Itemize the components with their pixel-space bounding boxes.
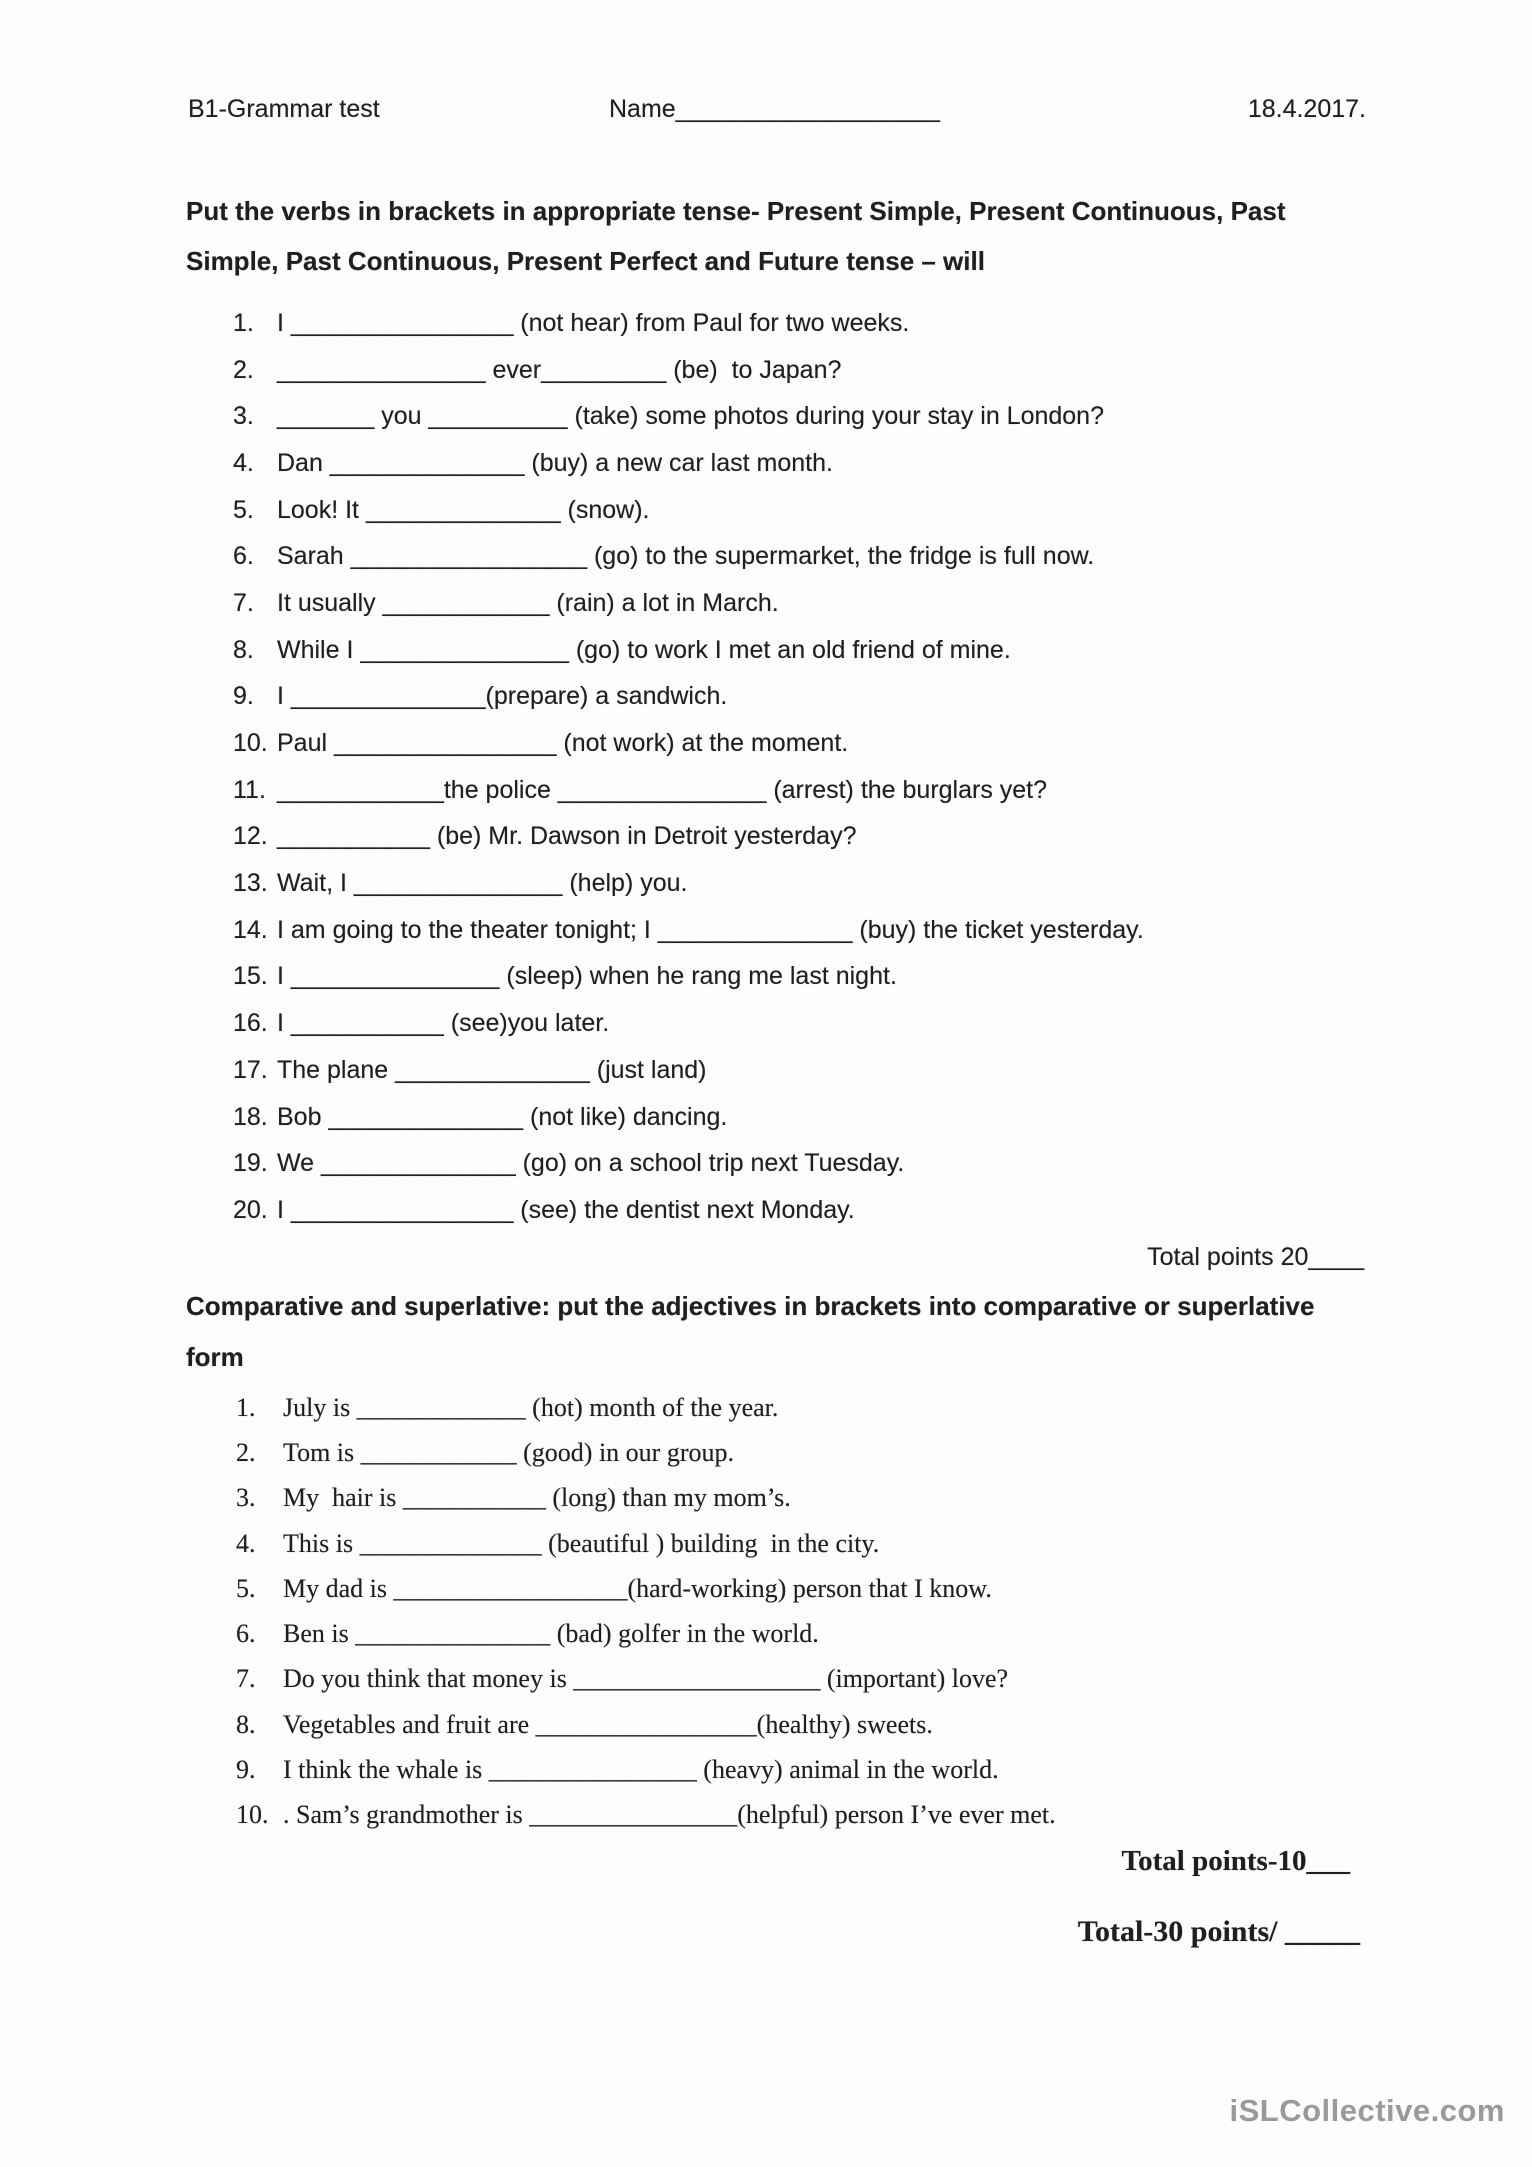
item-row: [233, 393, 1144, 440]
item-number: 18.: [233, 1102, 268, 1131]
item-number: 6.: [236, 1619, 256, 1649]
item-number: 8.: [233, 635, 254, 664]
item-row: [236, 1657, 1056, 1702]
item-text: It usually ____________ (rain) a lot in March.: [277, 588, 779, 617]
item-text: I think the whale is ________________ (heavy) animal in the world.: [283, 1755, 999, 1785]
item-text: My hair is ___________ (long) than my mom’s.: [283, 1483, 791, 1513]
item-number: 4.: [233, 448, 254, 477]
item-number: 4.: [236, 1528, 256, 1558]
item-number: 9.: [233, 682, 254, 711]
item-text: Look! It ______________ (snow).: [277, 495, 650, 524]
item-row: [233, 347, 1144, 394]
item-text: ____________the police _______________ (arrest) the burglars yet?: [277, 775, 1048, 804]
item-number: 15.: [233, 962, 268, 991]
item-row: [233, 1187, 1144, 1234]
item-number: 3.: [236, 1483, 256, 1513]
item-row: [236, 1611, 1056, 1656]
item-text: The plane ______________ (just land): [277, 1055, 707, 1084]
item-number: 10.: [236, 1800, 269, 1830]
item-text: Ben is _______________ (bad) golfer in the world.: [283, 1619, 819, 1649]
item-row: [236, 1430, 1056, 1475]
item-text: I ______________(prepare) a sandwich.: [277, 682, 728, 711]
item-row: [233, 1000, 1144, 1047]
item-row: [233, 1140, 1144, 1187]
item-row: [233, 580, 1144, 627]
item-row: [233, 1047, 1144, 1094]
item-row: [233, 720, 1144, 767]
item-text: Do you think that money is ___________________ (important) love?: [283, 1664, 1009, 1694]
item-text: My dad is __________________(hard-working) person that I know.: [283, 1573, 992, 1603]
item-row: [233, 440, 1144, 487]
item-text: I ___________ (see)you later.: [277, 1009, 610, 1038]
item-number: 16.: [233, 1009, 268, 1038]
item-text: ___________ (be) Mr. Dawson in Detroit yesterday?: [277, 822, 857, 851]
item-number: 1.: [233, 308, 254, 337]
item-number: 9.: [236, 1755, 256, 1785]
item-row: [233, 814, 1144, 861]
item-number: 2.: [236, 1437, 256, 1467]
item-number: 7.: [236, 1664, 256, 1694]
section1-instruction-line2: Simple, Past Continuous, Present Perfect and Future tense – will: [186, 246, 985, 276]
test-title: B1-Grammar test: [188, 95, 380, 123]
section2-total-points: Total points-10___: [1121, 1845, 1350, 1877]
item-text: Paul ________________ (not work) at the moment.: [277, 729, 849, 758]
test-date: 18.4.2017.: [1247, 95, 1366, 123]
name-field: Name___________________: [609, 95, 940, 123]
item-text: We ______________ (go) on a school trip next Tuesday.: [277, 1149, 905, 1178]
item-number: 2.: [233, 355, 254, 384]
item-number: 20.: [233, 1195, 268, 1224]
item-text: _______________ ever_________ (be) to Japan?: [277, 355, 842, 384]
item-text: I ________________ (not hear) from Paul for two weeks.: [277, 308, 910, 337]
item-row: [236, 1747, 1056, 1792]
item-text: Vegetables and fruit are _________________(healthy) sweets.: [283, 1709, 933, 1739]
item-row: [233, 954, 1144, 1001]
item-number: 8.: [236, 1709, 256, 1739]
item-row: [236, 1793, 1056, 1838]
item-row: [233, 767, 1144, 814]
section2-instruction-line2: form: [186, 1342, 244, 1372]
item-text: Dan ______________ (buy) a new car last month.: [277, 448, 833, 477]
item-number: 14.: [233, 915, 268, 944]
item-row: [236, 1385, 1056, 1430]
item-row: [233, 487, 1144, 534]
item-row: [233, 860, 1144, 907]
section2-instruction-line1: Comparative and superlative: put the adjectives in brackets into comparative or superlative: [186, 1291, 1315, 1321]
item-text: Tom is ____________ (good) in our group.: [283, 1437, 734, 1467]
grand-total-points: Total-30 points/ _____: [1077, 1915, 1360, 1948]
comparative-superlative-exercise-list: [236, 1385, 1056, 1838]
item-text: While I _______________ (go) to work I met an old friend of mine.: [277, 635, 1011, 664]
section1-instruction: [186, 186, 1396, 286]
item-number: 5.: [236, 1573, 256, 1603]
item-row: [233, 674, 1144, 721]
item-text: I am going to the theater tonight; I ______________ (buy) the ticket yesterday.: [277, 915, 1144, 944]
item-row: [236, 1702, 1056, 1747]
item-text: I ________________ (see) the dentist next Monday.: [277, 1195, 855, 1224]
item-number: 11.: [233, 775, 266, 804]
item-number: 7.: [233, 588, 254, 617]
item-number: 6.: [233, 542, 254, 571]
item-text: . Sam’s grandmother is ________________(helpful) person I’ve ever met.: [283, 1800, 1056, 1830]
item-number: 12.: [233, 822, 268, 851]
item-text: Wait, I _______________ (help) you.: [277, 869, 688, 898]
item-text: This is ______________ (beautiful ) building in the city.: [283, 1528, 880, 1558]
item-row: [233, 300, 1144, 347]
section1-total-points: Total points 20____: [1147, 1243, 1364, 1271]
islcollective-watermark: iSLCollective.com: [1229, 2093, 1505, 2128]
verb-tense-exercise-list: [233, 300, 1144, 1234]
item-number: 19.: [233, 1149, 268, 1178]
item-row: [236, 1566, 1056, 1611]
item-text: July is _____________ (hot) month of the year.: [283, 1392, 779, 1422]
item-number: 13.: [233, 869, 268, 898]
item-text: _______ you __________ (take) some photos during your stay in London?: [277, 402, 1104, 431]
item-row: [233, 627, 1144, 674]
item-row: [233, 533, 1144, 580]
item-text: I _______________ (sleep) when he rang me last night.: [277, 962, 897, 991]
item-row: [233, 1094, 1144, 1141]
item-row: [233, 907, 1144, 954]
section2-instruction: [186, 1281, 1486, 1383]
item-row: [236, 1476, 1056, 1521]
item-number: 10.: [233, 729, 268, 758]
item-row: [236, 1521, 1056, 1566]
item-text: Sarah _________________ (go) to the supermarket, the fridge is full now.: [277, 542, 1095, 571]
item-number: 1.: [236, 1392, 256, 1422]
item-number: 3.: [233, 402, 254, 431]
item-number: 5.: [233, 495, 254, 524]
item-text: Bob ______________ (not like) dancing.: [277, 1102, 728, 1131]
section1-instruction-line1: Put the verbs in brackets in appropriate tense- Present Simple, Present Continuous, Past: [186, 196, 1286, 226]
item-number: 17.: [233, 1055, 268, 1084]
